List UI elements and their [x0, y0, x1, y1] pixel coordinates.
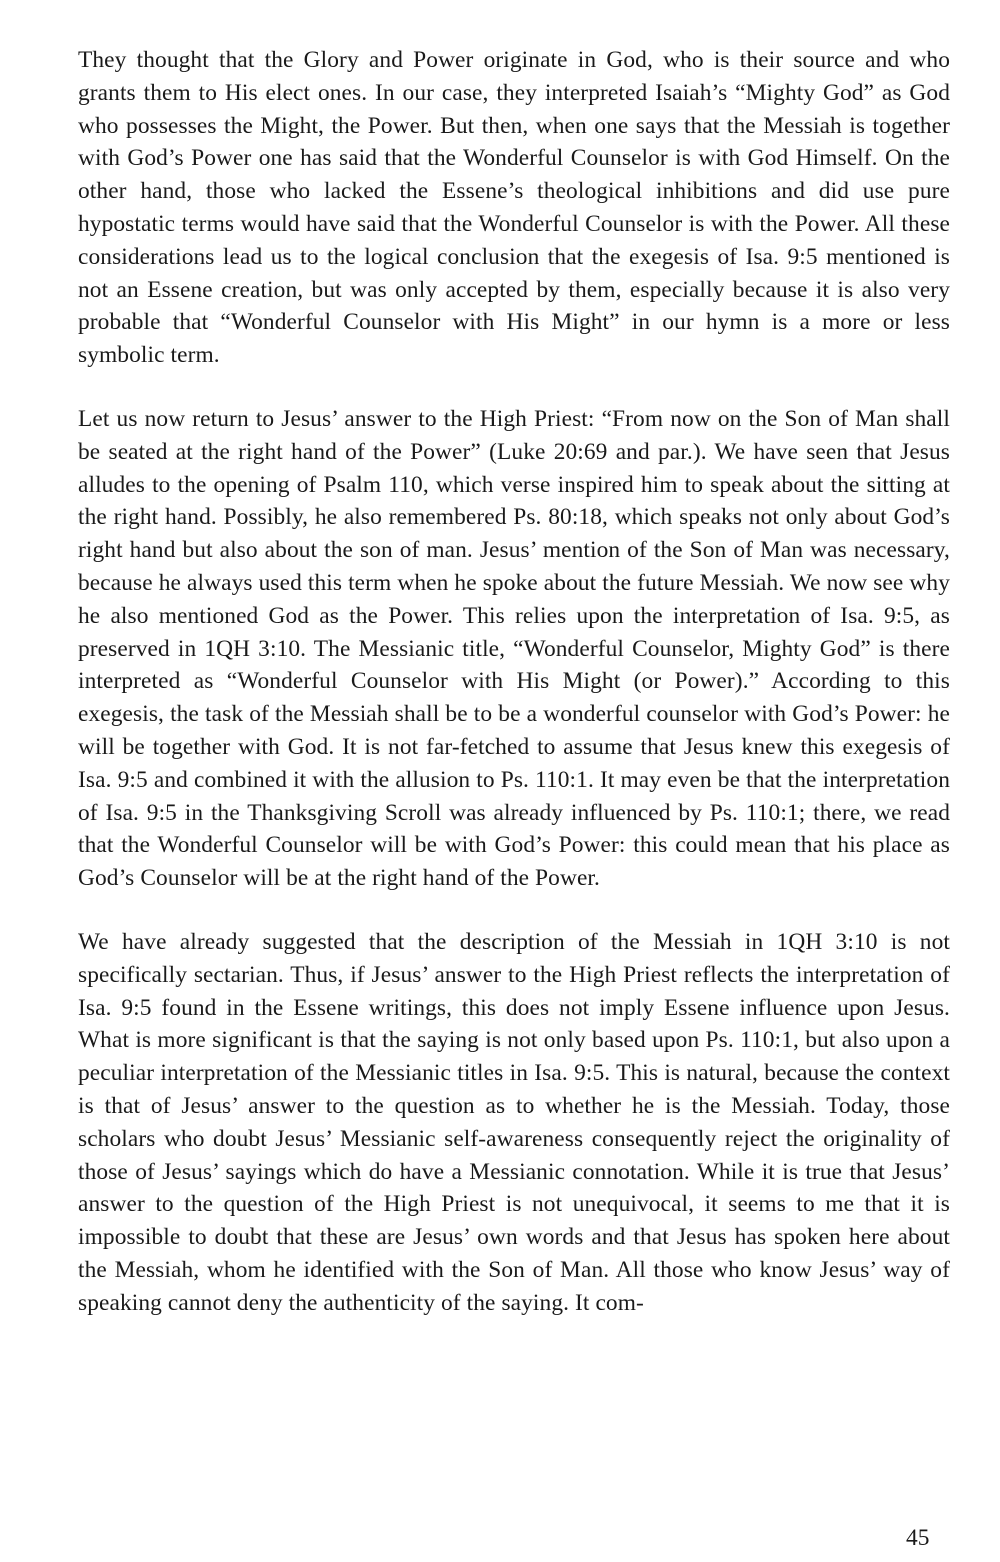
paragraph-2: Let us now return to Jesus’ answer to the High Priest: “From now on the Son of Man shall be seated at the right hand of the Power” (Luke 20:69 and par.). We have seen that Jesus alludes to the opening of Psalm 110, which verse inspired him to speak about the sitting at the right hand. Possibly, he also remembered Ps. 80:18, which speaks not only about God’s right hand but also about the son of man. Jesus’ mention of the Son of Man was necessary, because he always used this term when he spoke about the future Messiah. We now see why he also mentioned God as the Power. This relies upon the interpretation of Isa. 9:5, as preserved in 1QH 3:10. The Messianic title, “Wonderful Counselor, Mighty God” is there interpreted as “Wonderful Counselor with His Might (or Power).” According to this exegesis, the task of the Messiah shall be to be a wonderful counselor with God’s Power: he will be together with God. It is not far-fetched to assume that Jesus knew this exegesis of Isa. 9:5 and combined it with the allusion to Ps. 110:1. It may even be that the interpretation of Isa. 9:5 in the Thanksgiving Scroll was already influenced by Ps. 110:1; there, we read that the Wonderful Counselor will be with God’s Power: this could mean that his place as God’s Counselor will be at the right hand of the Power. — [78, 405, 950, 892]
page-number: 45 — [906, 1525, 930, 1551]
paragraph-1: They thought that the Glory and Power originate in God, who is their source and who grants them to His elect ones. In our case, they interpreted Isaiah’s “Mighty God” as God who possesses the Might, the Power. But then, when one says that the Messiah is together with God’s Power one has said that the Wonderful Counselor is with God Himself. On the other hand, those who lacked the Essene’s theological inhibitions and did use pure hypostatic terms would have said that the Wonderful Counselor is with the Power. All these considerations lead us to the logical conclusion that the exegesis of Isa. 9:5 mentioned is not an Essene creation, but was only accepted by them, especially because it is also very probable that “Wonderful Counselor with His Might” in our hymn is a more or less symbolic term. — [78, 47, 950, 369]
page-body — [78, 44, 950, 1319]
paragraph-3: We have already suggested that the description of the Messiah in 1QH 3:10 is not specifically sectarian. Thus, if Jesus’ answer to the High Priest reflects the interpretation of Isa. 9:5 found in the Essene writings, this does not imply Essene influence upon Jesus. What is more significant is that the saying is not only based upon Ps. 110:1, but also upon a peculiar interpretation of the Messianic titles in Isa. 9:5. This is natural, because the context is that of Jesus’ answer to the question as to whether he is the Messiah. Today, those scholars who doubt Jesus’ Messianic self-awareness consequently reject the originality of those of Jesus’ sayings which do have a Messianic connotation. While it is true that Jesus’ answer to the question of the High Priest is not unequivocal, it seems to me that it is impossible to doubt that these are Jesus’ own words and that Jesus has spoken here about the Messiah, whom he identified with the Son of Man. All those who know Jesus’ way of speaking cannot deny the authenticity of the saying. It com- — [78, 928, 950, 1316]
